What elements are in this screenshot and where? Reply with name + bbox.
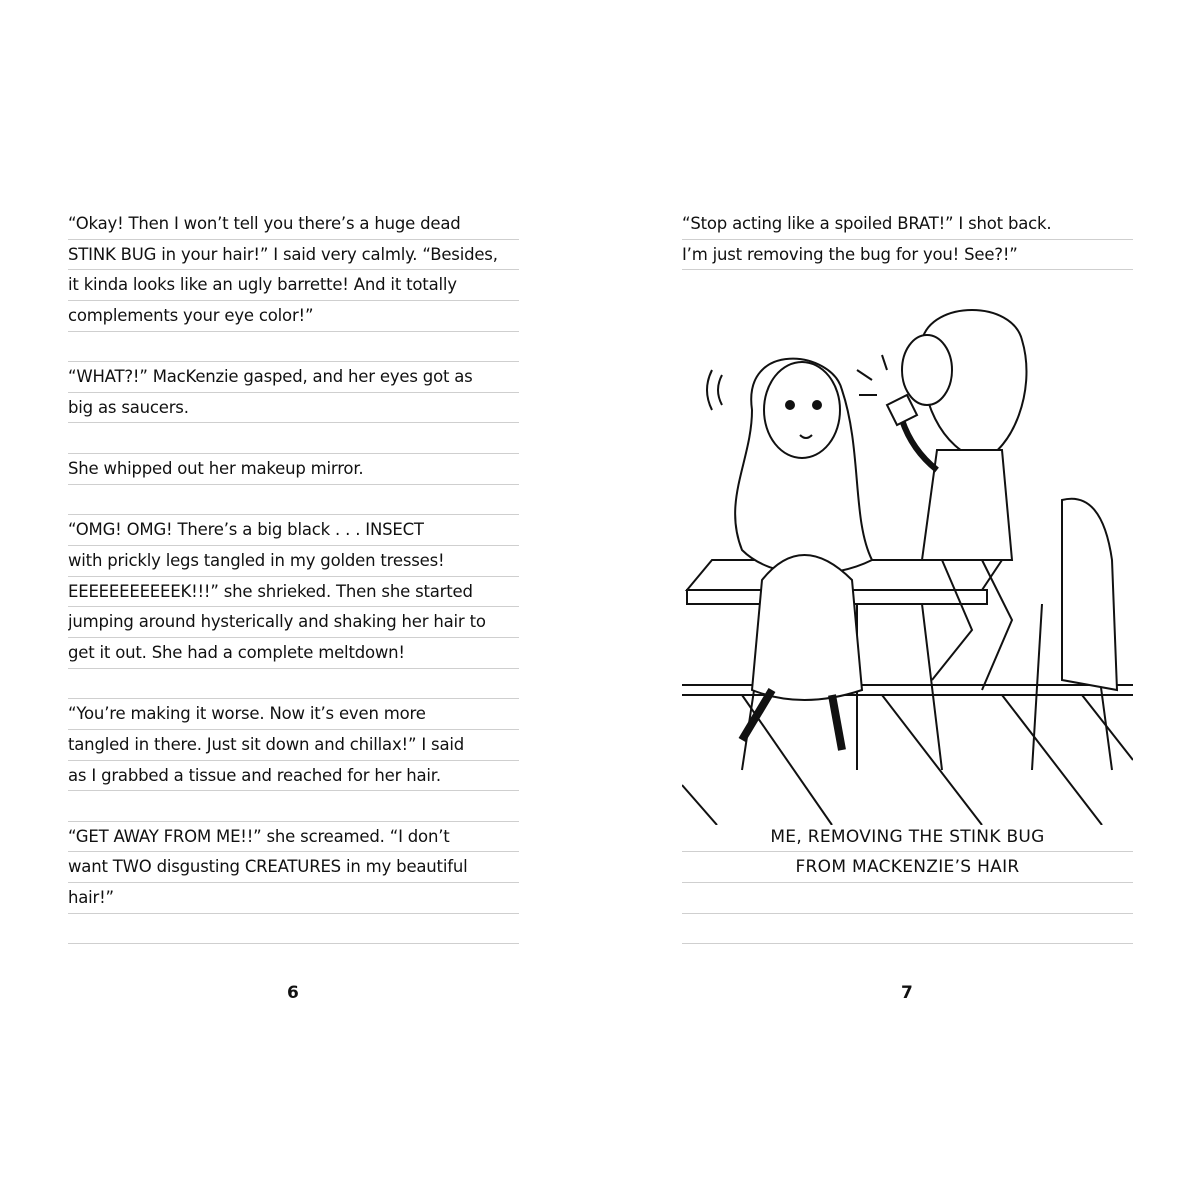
text-line: as I grabbed a tissue and reached for her hair.: [68, 761, 519, 792]
caption-line: ME, REMOVING THE STINK BUG: [682, 822, 1133, 853]
text-line: STINK BUG in your hair!” I said very calmly. “Besides,: [68, 240, 519, 271]
text-line: EEEEEEEEEEEK!!!” she shrieked. Then she started: [68, 577, 519, 608]
blank-line: [68, 791, 519, 822]
text-line: complements your eye color!”: [68, 301, 519, 332]
blank-line: [682, 270, 1133, 301]
text-line: “You’re making it worse. Now it’s even more: [68, 699, 519, 730]
text-line: I’m just removing the bug for you! See?!”: [682, 240, 1133, 271]
text-line: “Okay! Then I won’t tell you there’s a huge dead: [68, 209, 519, 240]
text-line: “Stop acting like a spoiled BRAT!” I shot back.: [682, 209, 1133, 240]
illustration-girls-at-desks: [682, 300, 1133, 825]
text-line: “WHAT?!” MacKenzie gasped, and her eyes got as: [68, 362, 519, 393]
blank-line: [68, 485, 519, 516]
text-line: “OMG! OMG! There’s a big black . . . INSECT: [68, 515, 519, 546]
left-page: [68, 209, 519, 944]
text-line: big as saucers.: [68, 393, 519, 424]
text-line: jumping around hysterically and shaking her hair to: [68, 607, 519, 638]
blank-line: [68, 669, 519, 700]
text-line: with prickly legs tangled in my golden tresses!: [68, 546, 519, 577]
text-line: get it out. She had a complete meltdown!: [68, 638, 519, 669]
blank-line: [68, 423, 519, 454]
text-line: tangled in there. Just sit down and chillax!” I said: [68, 730, 519, 761]
text-line: hair!”: [68, 883, 519, 914]
blank-line: [682, 914, 1133, 945]
page-number-left: 6: [287, 983, 299, 1003]
blank-line: [68, 914, 519, 945]
blank-line: [682, 883, 1133, 914]
text-line: it kinda looks like an ugly barrette! And it totally: [68, 270, 519, 301]
blank-line: [68, 332, 519, 363]
caption-line: FROM MACKENZIE’S HAIR: [682, 852, 1133, 883]
text-line: want TWO disgusting CREATURES in my beautiful: [68, 852, 519, 883]
text-line: “GET AWAY FROM ME!!” she screamed. “I don’t: [68, 822, 519, 853]
text-line: She whipped out her makeup mirror.: [68, 454, 519, 485]
page-number-right: 7: [901, 983, 913, 1003]
